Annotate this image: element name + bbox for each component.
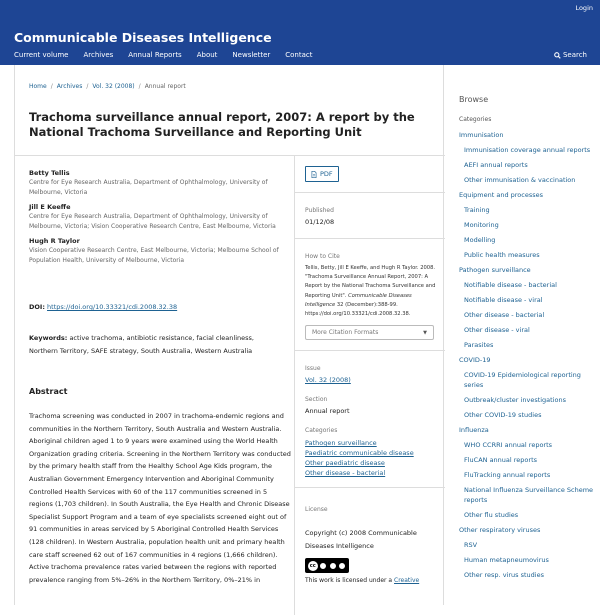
sidebar-category-item[interactable]: Equipment and processes: [459, 191, 544, 199]
keywords-label: Keywords:: [29, 334, 68, 342]
published-label: Published: [305, 207, 334, 214]
sidebar-category-item[interactable]: RSV: [464, 541, 478, 549]
copyright-text: Copyright (c) 2008 Communicable Diseases Intelligence: [305, 529, 417, 550]
nav-archives[interactable]: Archives: [83, 51, 114, 59]
author-name: Hugh R Taylor: [29, 237, 80, 245]
sidebar-category-item[interactable]: Human metapneumovirus: [464, 556, 549, 564]
issue-section: [295, 351, 445, 488]
issue-label: Issue: [305, 365, 321, 373]
license-label: License: [305, 506, 328, 514]
category-link[interactable]: Other paediatric disease: [305, 459, 385, 468]
breadcrumb-separator: /: [86, 83, 89, 90]
license-section: [295, 488, 445, 584]
citation-post: 32 (December):388-99. https://doi.org/10.33321/cdi.2008.32.38.: [305, 301, 411, 318]
license-statement: [305, 577, 445, 584]
file-pdf-icon: [311, 171, 317, 178]
category-link[interactable]: Pathogen surveillance: [305, 439, 377, 448]
doi-label: DOI:: [29, 303, 45, 311]
sidebar-category-item[interactable]: Modelling: [464, 236, 496, 244]
nav-contact[interactable]: Contact: [285, 51, 313, 59]
nav-annual-reports[interactable]: Annual Reports: [128, 51, 182, 59]
license-text: This work is licensed under a: [305, 577, 395, 585]
citation-pre: Tellis, Betty, Jill E Keeffe, and Hugh R Taylor. 2008. "Trachoma Surveillance Annual Report, 2007: A Report by the National Trachoma Surveillance and Reporting Unit".: [305, 265, 436, 299]
sidebar-category-item[interactable]: Training: [464, 206, 490, 214]
citation-journal: Communicable Diseases Intelligence: [305, 292, 412, 308]
sidebar-category-item[interactable]: Immunisation: [459, 131, 504, 139]
abstract-heading: Abstract: [29, 387, 68, 396]
sidebar-category-list: [459, 130, 599, 580]
main-nav: [14, 51, 328, 59]
citation-text: [305, 264, 440, 319]
authors-list: [29, 168, 279, 270]
sidebar-categories-label: Categories: [459, 116, 492, 123]
section-value: Annual report: [305, 407, 350, 416]
sidebar-category-item[interactable]: COVID-19: [459, 356, 491, 364]
nav-about[interactable]: About: [196, 51, 218, 59]
author: [29, 168, 279, 198]
nav-newsletter[interactable]: Newsletter: [232, 51, 271, 59]
sidebar-category-item[interactable]: WHO CCRRI annual reports: [464, 441, 553, 449]
sidebar-category-item[interactable]: Other disease - bacterial: [464, 311, 545, 319]
chevron-down-icon: ▼: [423, 329, 427, 336]
breadcrumb: [29, 83, 186, 90]
sidebar-category-item[interactable]: Notifiable disease - viral: [464, 296, 543, 304]
cite-label: How to Cite: [305, 253, 340, 260]
keywords-value: active trachoma, antibiotic resistance, facial cleanliness, Northern Territory, SAFE strategy, South Australia, Western Australia: [29, 334, 254, 355]
search-label: Search: [562, 51, 587, 59]
article-title: Trachoma surveillance annual report, 2007: A report by the National Trachoma Surveillance and Reporting Unit: [29, 110, 415, 139]
nav-current-volume[interactable]: Current volume: [14, 51, 69, 59]
sidebar-category-item[interactable]: Monitoring: [464, 221, 499, 229]
citation-formats-label: More Citation Formats: [312, 329, 379, 337]
abstract-text: Trachoma screening was conducted in 2007 in trachoma-endemic regions and communities in the Northern Territory, South Australia and Western Australia. Aboriginal children aged 1 to 9 years were examined using the World Health Organization grading criteria. Screening in the Northern Territory was conducted by the primary health staff from the Healthy School Age Kids program, the Australian Government Emergency Intervention and Aboriginal Community Controlled Health Services with 60 of the 117 communities screened in 5 regions (1,703 children). In South Australia, the Eye Health and Chronic Disease Specialist Support Program and a team of eye specialists screened eight out of 91 communities in areas serviced by 5 Aboriginal Controlled Health Services (128 children). In Western Australia, population health unit and primary health care staff screened 62 out of 167 communities in 4 regions (1,666 children). Active trachoma prevalence rates varied between the regions with reported prevalence ranging from 5%–26% in the Northern Territory, 0%–21% in: [29, 412, 291, 584]
categories-label: Categories: [305, 427, 338, 435]
breadcrumb-current: Annual report: [144, 83, 186, 90]
breadcrumb-separator: /: [50, 83, 53, 90]
author-name: Jill E Keeffe: [29, 203, 71, 211]
issue-link[interactable]: Vol. 32 (2008): [305, 376, 351, 385]
sidebar-category-item[interactable]: Public health measures: [464, 251, 540, 259]
sidebar-heading: Browse: [459, 95, 489, 104]
login-link[interactable]: Login: [575, 4, 593, 12]
by-icon: [319, 562, 327, 570]
author-affiliation: Vision Cooperative Research Centre, East Melbourne, Victoria; Melbourne School of Population Health, University of Melbourne, Victoria: [29, 247, 279, 264]
sidebar-category-item[interactable]: FluCAN annual reports: [464, 456, 538, 464]
author-affiliation: Centre for Eye Research Australia, Department of Ophthalmology, University of Melbourne, Victoria: [29, 179, 268, 196]
keywords: [29, 332, 279, 357]
sidebar-category-item[interactable]: Other resp. virus studies: [464, 571, 544, 579]
sidebar-category-item[interactable]: Influenza: [459, 426, 489, 434]
site-header: [0, 0, 600, 65]
pdf-label: PDF: [320, 170, 333, 178]
nc-icon: [329, 562, 337, 570]
sidebar-category-item[interactable]: Immunisation coverage annual reports: [464, 146, 591, 154]
site-title[interactable]: Communicable Diseases Intelligence: [14, 30, 272, 45]
cite-section: [295, 239, 445, 351]
sidebar-category-item[interactable]: Other flu studies: [464, 511, 519, 519]
breadcrumb-archives[interactable]: Archives: [56, 83, 83, 90]
sidebar-category-item[interactable]: National Influenza Surveillance Scheme reports: [464, 486, 594, 504]
license-link[interactable]: Creative: [394, 577, 420, 585]
author-affiliation: Centre for Eye Research Australia, Department of Ophthalmology, University of Melbourne, Victoria; Vision Cooperative Research Centre, East Melbourne, Victoria: [29, 213, 276, 230]
section-label: Section: [305, 396, 328, 404]
sidebar-category-item[interactable]: Other disease - viral: [464, 326, 530, 334]
sidebar-category-item[interactable]: Other COVID-19 studies: [464, 411, 542, 419]
doi-link[interactable]: https://doi.org/10.33321/cdi.2008.32.38: [47, 303, 178, 311]
search-icon: [554, 52, 561, 59]
breadcrumb-separator: /: [138, 83, 141, 90]
published-section: [295, 193, 445, 239]
search-link[interactable]: [554, 51, 587, 59]
citation-formats-dropdown[interactable]: [305, 325, 434, 340]
sidebar-category-item[interactable]: Other respiratory viruses: [459, 526, 541, 534]
galleys-section: [295, 156, 445, 193]
author: [29, 236, 279, 266]
sidebar-category-item[interactable]: COVID-19 Epidemiological reporting series: [464, 371, 581, 389]
breadcrumb-volume[interactable]: Vol. 32 (2008): [92, 83, 135, 90]
sidebar-category-item[interactable]: FluTracking annual reports: [464, 471, 551, 479]
author: [29, 202, 279, 232]
nd-icon: [338, 562, 346, 570]
browse-sidebar: [459, 95, 599, 585]
cc-icon: cc: [308, 561, 318, 571]
sidebar-category-item[interactable]: Pathogen surveillance: [459, 266, 531, 274]
sidebar-category-item[interactable]: Parasites: [464, 341, 494, 349]
breadcrumb-home[interactable]: Home: [29, 83, 47, 90]
sidebar-category-item[interactable]: AEFI annual reports: [464, 161, 528, 169]
category-link[interactable]: Other disease - bacterial: [305, 469, 386, 478]
article-details: [295, 156, 445, 584]
sidebar-category-item[interactable]: Outbreak/cluster investigations: [464, 396, 567, 404]
sidebar-category-item[interactable]: Other immunisation & vaccination: [464, 176, 576, 184]
published-date: 01/12/08: [305, 218, 335, 226]
sidebar-category-item[interactable]: Notifiable disease - bacterial: [464, 281, 557, 289]
doi-row: [29, 303, 177, 311]
category-link[interactable]: Paediatric communicable disease: [305, 449, 414, 458]
cc-license-badge[interactable]: [305, 558, 349, 573]
article-main: [14, 65, 444, 605]
pdf-button[interactable]: [305, 166, 339, 182]
author-name: Betty Tellis: [29, 169, 70, 177]
categories-list: [305, 438, 445, 478]
